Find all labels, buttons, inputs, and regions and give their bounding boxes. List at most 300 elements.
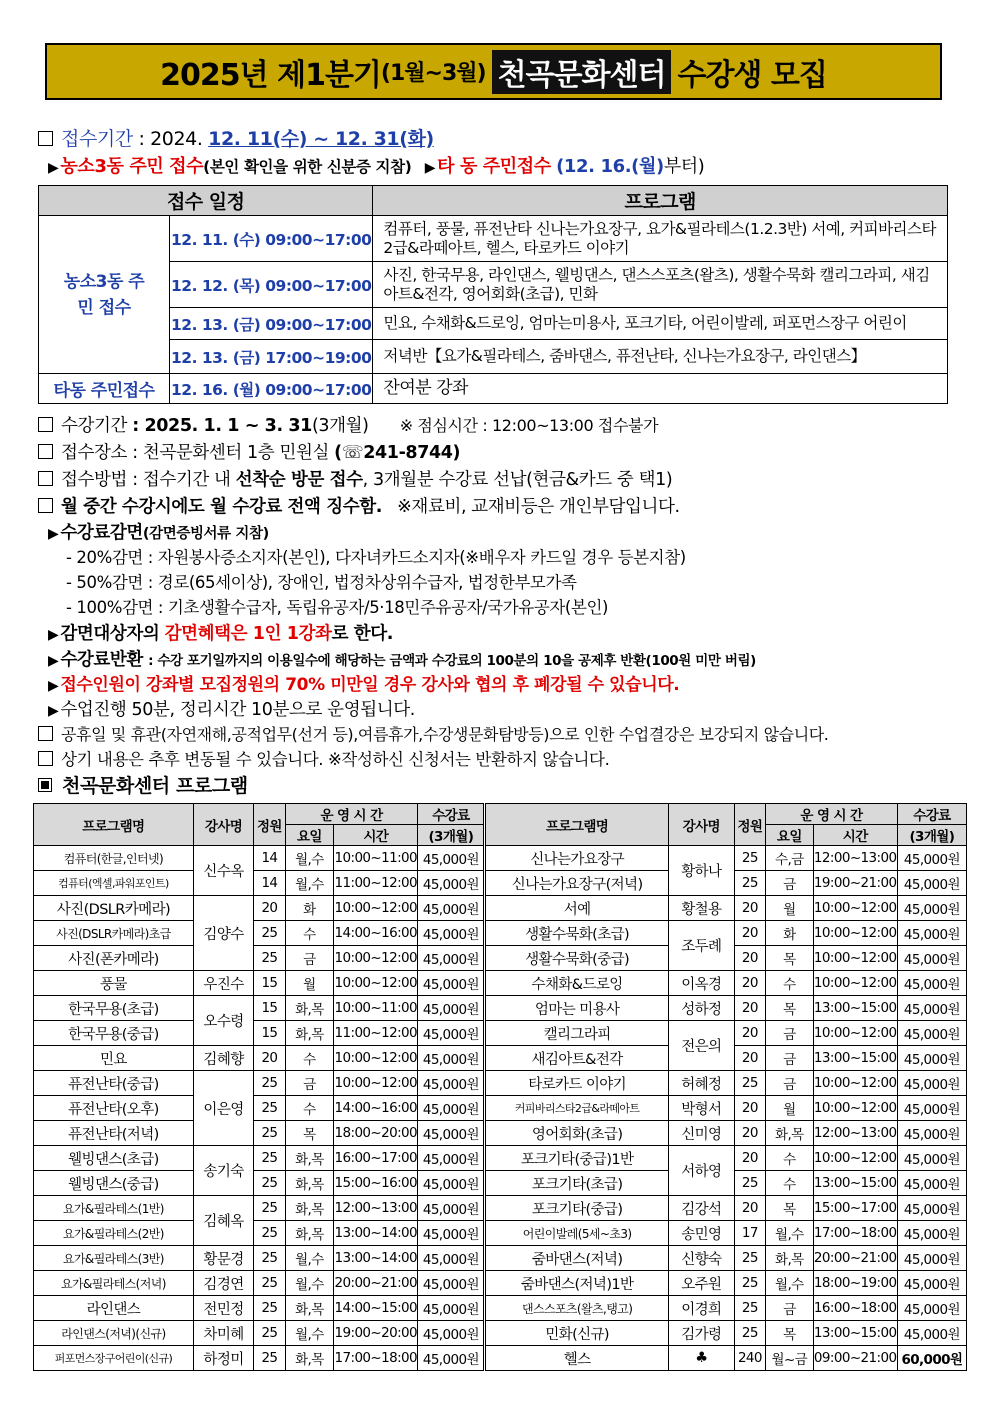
cell-p: 캘리그라피 — [485, 1021, 669, 1046]
cell-p: 퓨전난타(오후) — [34, 1096, 194, 1121]
discount-note: (감면증빙서류 지참) — [142, 526, 269, 542]
cell-c: 25 — [734, 1071, 765, 1096]
cell-p: 포크기타(중급) — [485, 1196, 669, 1221]
cell-d: 금 — [285, 946, 334, 971]
cell-f: 45,000원 — [418, 1221, 485, 1246]
cell-c: 20 — [734, 971, 765, 996]
cell-f: 45,000원 — [418, 896, 485, 921]
cell-tm: 15:00~17:00 — [813, 1196, 897, 1221]
cell-c: 20 — [254, 896, 285, 921]
method-pre: : 접수기간 내 — [132, 470, 231, 490]
header-day: 요일 — [766, 825, 814, 846]
other-resident-label: 타 동 주민접수 — [437, 156, 551, 177]
table-row — [34, 1221, 967, 1246]
cell-t: 서하영 — [668, 1146, 734, 1196]
cell-d: 목 — [285, 1121, 334, 1146]
table-row — [34, 846, 967, 871]
cell-d: 월,수 — [285, 871, 334, 896]
triangle-icon: ▶ — [48, 160, 59, 176]
cell-c: 15 — [254, 1021, 285, 1046]
cell-f: 45,000원 — [418, 1046, 485, 1071]
cell-p: 수채화&드로잉 — [485, 971, 669, 996]
reception-period — [38, 128, 434, 150]
cell-d: 목 — [766, 1321, 814, 1346]
header-teacher: 강사명 — [668, 804, 734, 846]
cell-c: 20 — [734, 1046, 765, 1071]
cell-p: 타로카드 이야기 — [485, 1071, 669, 1096]
table-row — [34, 1121, 967, 1146]
cell-p: 요가&필라테스(3반) — [34, 1246, 194, 1271]
cell-t: 황문경 — [193, 1246, 253, 1271]
cell-tm: 13:00~14:00 — [334, 1246, 418, 1271]
cell-c: 25 — [254, 1071, 285, 1096]
place-line — [38, 442, 460, 464]
reception-notice — [48, 156, 704, 179]
cell-t: 전민정 — [193, 1296, 253, 1321]
cell-tm: 18:00~19:00 — [813, 1271, 897, 1296]
schedule-header-date: 접수 일정 — [39, 186, 373, 216]
triangle-icon: ▶ — [48, 627, 59, 643]
cell-d: 월~금 — [766, 1346, 814, 1371]
cell-d: 월,수 — [766, 1221, 814, 1246]
schedule-group-local: 농소3동 주민 접수 — [39, 216, 170, 374]
discount-title-line — [48, 522, 269, 545]
program-table-body — [34, 846, 967, 1371]
period-line — [38, 415, 658, 437]
cell-d: 목 — [766, 996, 814, 1021]
cell-d: 수,금 — [766, 846, 814, 871]
cell-c: 17 — [734, 1221, 765, 1246]
cell-p: 사진(DSLR카메라)초급 — [34, 921, 194, 946]
cell-c: 25 — [254, 1171, 285, 1196]
cell-d: 화,목 — [285, 1171, 334, 1196]
cell-f: 45,000원 — [897, 946, 966, 971]
cell-c: 25 — [254, 946, 285, 971]
cell-tm: 10:00~12:00 — [813, 1021, 897, 1046]
cell-f: 45,000원 — [418, 1171, 485, 1196]
cell-c: 20 — [734, 1021, 765, 1046]
cell-c: 15 — [254, 996, 285, 1021]
cell-t: 허혜정 — [668, 1071, 734, 1096]
cell-p: 신나는가요장구 — [485, 846, 669, 871]
cell-tm: 10:00~12:00 — [813, 971, 897, 996]
cell-p: 새김아트&전각 — [485, 1046, 669, 1071]
cell-c: 25 — [254, 1096, 285, 1121]
cell-p: 풍물 — [34, 971, 194, 996]
cell-c: 20 — [734, 996, 765, 1021]
cell-f: 45,000원 — [897, 1121, 966, 1146]
table-row — [34, 1046, 967, 1071]
header-schedule: 운 영 시 간 — [766, 804, 898, 825]
cell-f: 45,000원 — [897, 1071, 966, 1096]
cell-f: 45,000원 — [897, 1246, 966, 1271]
cell-t: 김가령 — [668, 1321, 734, 1346]
cell-tm: 19:00~20:00 — [334, 1321, 418, 1346]
header-fee-sub: (3개월) — [418, 825, 485, 846]
cell-d: 금 — [766, 871, 814, 896]
cell-t: 이옥경 — [668, 971, 734, 996]
other-resident-date: (12. 16.(월) — [556, 156, 664, 177]
cell-tm: 10:00~12:00 — [813, 946, 897, 971]
cell-d: 금 — [766, 1296, 814, 1321]
cell-p: 웰빙댄스(초급) — [34, 1146, 194, 1171]
discount-50: - 50%감면 : 경로(65세이상), 장애인, 법정차상위수급자, 법정한부모가족 — [66, 573, 577, 592]
cell-p: 요가&필라테스(2반) — [34, 1221, 194, 1246]
cell-f: 45,000원 — [418, 1071, 485, 1096]
cell-tm: 10:00~12:00 — [813, 1146, 897, 1171]
table-row — [34, 1071, 967, 1096]
reception-schedule-table — [38, 185, 948, 404]
cell-d: 월 — [766, 896, 814, 921]
cell-f: 45,000원 — [418, 946, 485, 971]
schedule-date: 12. 11. (수) 09:00~17:00 — [170, 216, 373, 262]
cell-f: 45,000원 — [418, 1296, 485, 1321]
cell-tm: 15:00~16:00 — [334, 1171, 418, 1196]
cell-p: 줌바댄스(저녁)1반 — [485, 1271, 669, 1296]
cell-c: 25 — [734, 1296, 765, 1321]
cell-tm: 09:00~21:00 — [813, 1346, 897, 1371]
holiday-note: 공휴일 및 휴관(자연재해,공적업무(선거 등),여름휴가,수강생문화탐방등)으로 인한 수업결강은 보강되지 않습니다. — [61, 725, 829, 744]
cell-tm: 14:00~16:00 — [334, 1096, 418, 1121]
cell-tm: 13:00~14:00 — [334, 1221, 418, 1246]
title-text-period: (1월~3월) — [380, 61, 486, 86]
change-line — [38, 749, 609, 771]
cell-d: 화,목 — [766, 1121, 814, 1146]
cell-p: 요가&필라테스(저녁) — [34, 1271, 194, 1296]
cell-tm: 10:00~12:00 — [813, 1071, 897, 1096]
refund-line — [48, 649, 756, 672]
cell-d: 금 — [766, 1046, 814, 1071]
reception-period-label: 접수기간 — [61, 128, 133, 150]
period-value: : 2025. 1. 1 ~ 3. 31 — [132, 416, 312, 436]
cell-f: 45,000원 — [418, 1146, 485, 1171]
cell-p: 민화(신규) — [485, 1321, 669, 1346]
cell-c: 25 — [734, 1246, 765, 1271]
header-time: 시간 — [813, 825, 897, 846]
discount-20: - 20%감면 : 자원봉사증소지자(본인), 다자녀카드소지자(※배우자 카드일 경우 등본지참) — [66, 548, 686, 567]
cell-tm: 16:00~17:00 — [334, 1146, 418, 1171]
cell-c: 240 — [734, 1346, 765, 1371]
cell-c: 25 — [254, 1321, 285, 1346]
cell-tm: 12:00~13:00 — [334, 1196, 418, 1221]
cell-t: 오수령 — [193, 996, 253, 1046]
cell-f: 60,000원 — [897, 1346, 966, 1371]
cell-t: 황하나 — [668, 846, 734, 896]
schedule-date: 12. 12. (목) 09:00~17:00 — [170, 262, 373, 308]
cell-f: 45,000원 — [418, 1346, 485, 1371]
cell-t: 오주원 — [668, 1271, 734, 1296]
cell-d: 수 — [285, 1046, 334, 1071]
cell-tm: 20:00~21:00 — [813, 1246, 897, 1271]
cell-d: 월 — [766, 1096, 814, 1121]
method-bold: 선착순 방문 접수 — [235, 470, 363, 490]
cell-t: 이경희 — [668, 1296, 734, 1321]
cell-f: 45,000원 — [897, 1046, 966, 1071]
cell-tm: 10:00~12:00 — [334, 1071, 418, 1096]
cell-c: 20 — [734, 1096, 765, 1121]
program-section-title: 천곡문화센터 프로그램 — [62, 775, 248, 797]
cell-d: 화,목 — [285, 1346, 334, 1371]
cell-t: 송민영 — [668, 1221, 734, 1246]
cell-c: 25 — [254, 1121, 285, 1146]
cell-f: 45,000원 — [418, 996, 485, 1021]
cell-t: 성하정 — [668, 996, 734, 1021]
cell-d: 화,목 — [285, 1146, 334, 1171]
cell-f: 45,000원 — [897, 1146, 966, 1171]
program-table — [33, 803, 967, 1371]
schedule-programs: 컴퓨터, 풍물, 퓨전난타 신나는가요장구, 요가&필라테스(1.2.3반) 서예, 커피바리스타2급&라떼아트, 헬스, 타로카드 이야기 — [373, 216, 948, 262]
cell-d: 금 — [766, 1071, 814, 1096]
header-capacity: 정원 — [734, 804, 765, 846]
cell-t: 송기숙 — [193, 1146, 253, 1196]
cell-f: 45,000원 — [418, 846, 485, 871]
cell-p: 엄마는 미용사 — [485, 996, 669, 1021]
cell-d: 금 — [285, 1071, 334, 1096]
header-fee-sub: (3개월) — [897, 825, 966, 846]
cell-t: 차미혜 — [193, 1321, 253, 1346]
cell-tm: 13:00~15:00 — [813, 1321, 897, 1346]
program-section-heading — [38, 775, 248, 797]
cell-tm: 20:00~21:00 — [334, 1271, 418, 1296]
schedule-programs: 사진, 한국무용, 라인댄스, 웰빙댄스, 댄스스포츠(왈츠), 생활수묵화 캘리그라피, 새김아트&전각, 영어회화(초급), 민화 — [373, 262, 948, 308]
table-row — [34, 1171, 967, 1196]
cell-t: 김양수 — [193, 896, 253, 971]
cell-tm: 11:00~12:00 — [334, 871, 418, 896]
reception-year: : 2024. — [138, 128, 203, 150]
cell-p: 민요 — [34, 1046, 194, 1071]
discount-title: 수강료감면 — [60, 523, 143, 543]
checkbox-icon — [38, 471, 53, 486]
table-row — [34, 1146, 967, 1171]
cell-t: 하정미 — [193, 1346, 253, 1371]
schedule-programs: 잔여분 강좌 — [373, 374, 948, 404]
cell-f: 45,000원 — [897, 1021, 966, 1046]
local-resident-note: (본인 확인을 위한 신분증 지참) — [203, 158, 412, 176]
table-row — [34, 1021, 967, 1046]
cell-d: 목 — [766, 1196, 814, 1221]
cell-p: 생활수묵화(초급) — [485, 921, 669, 946]
cell-f: 45,000원 — [897, 971, 966, 996]
cell-p: 라인댄스 — [34, 1296, 194, 1321]
table-row — [34, 1246, 967, 1271]
cell-p: 한국무용(중급) — [34, 1021, 194, 1046]
table-row — [34, 1096, 967, 1121]
checkbox-icon — [38, 751, 53, 766]
cell-tm: 10:00~12:00 — [813, 896, 897, 921]
cell-c: 25 — [734, 1171, 765, 1196]
period-months: (3개월) — [311, 416, 369, 436]
cell-d: 목 — [766, 946, 814, 971]
benefit-line — [48, 623, 393, 646]
cell-p: 댄스스포츠(왈츠,탱고) — [485, 1296, 669, 1321]
cell-c: 25 — [254, 1346, 285, 1371]
cell-tm: 10:00~12:00 — [813, 921, 897, 946]
cell-c: 14 — [254, 871, 285, 896]
table-row — [34, 946, 967, 971]
checkbox-icon — [38, 498, 53, 513]
cell-p: 퍼포먼스장구어린이(신규) — [34, 1346, 194, 1371]
cell-t: 신향숙 — [668, 1246, 734, 1271]
cell-f: 45,000원 — [897, 1321, 966, 1346]
header-program: 프로그램명 — [485, 804, 669, 846]
cell-tm: 10:00~12:00 — [334, 896, 418, 921]
cell-tm: 12:00~13:00 — [813, 846, 897, 871]
benefit-pre: 감면대상자의 — [60, 624, 160, 644]
cell-c: 20 — [254, 1046, 285, 1071]
lunch-note: ※ 점심시간 : 12:00~13:00 접수불가 — [399, 416, 659, 435]
checkbox-icon — [38, 417, 53, 432]
cell-c: 20 — [734, 921, 765, 946]
method-line — [38, 469, 672, 491]
cell-t: ♣ — [668, 1346, 734, 1371]
title-text-recruit: 수강생 모집 — [677, 57, 827, 93]
cell-tm: 19:00~21:00 — [813, 871, 897, 896]
class-time-line — [48, 699, 415, 722]
cell-t: 박형서 — [668, 1096, 734, 1121]
refund-label: 수강료반환 — [60, 650, 143, 670]
cell-p: 포크기타(중급)1반 — [485, 1146, 669, 1171]
cell-tm: 14:00~16:00 — [334, 921, 418, 946]
table-row — [34, 1296, 967, 1321]
cell-p: 어린이발레(5세~초3) — [485, 1221, 669, 1246]
cell-f: 45,000원 — [897, 1096, 966, 1121]
method-post: , 3개월분 수강료 선납(현금&카드 중 택1) — [362, 470, 673, 490]
cell-p: 영어회화(초급) — [485, 1121, 669, 1146]
cell-f: 45,000원 — [418, 1096, 485, 1121]
triangle-icon: ▶ — [48, 703, 59, 719]
cell-p: 요가&필라테스(1반) — [34, 1196, 194, 1221]
triangle-icon: ▶ — [48, 678, 59, 694]
table-row — [34, 921, 967, 946]
phone-number: (☏241-8744) — [334, 443, 461, 463]
period-label: 수강기간 — [61, 416, 128, 436]
cell-f: 45,000원 — [418, 1246, 485, 1271]
local-resident-label: 농소3동 주민 접수 — [60, 156, 204, 177]
header-time: 시간 — [334, 825, 418, 846]
table-row — [34, 1196, 967, 1221]
place-label: 접수장소 — [61, 443, 128, 463]
schedule-date: 12. 13. (금) 09:00~17:00 — [170, 308, 373, 340]
schedule-date: 12. 16. (월) 09:00~17:00 — [170, 374, 373, 404]
cell-f: 45,000원 — [418, 1196, 485, 1221]
table-row — [34, 871, 967, 896]
cell-tm: 10:00~11:00 — [334, 996, 418, 1021]
method-label: 접수방법 — [61, 470, 128, 490]
place-value: : 천곡문화센터 1층 민원실 — [132, 443, 329, 463]
cell-tm: 17:00~18:00 — [813, 1221, 897, 1246]
cell-d: 화,목 — [285, 996, 334, 1021]
cell-p: 사진(폰카메라) — [34, 946, 194, 971]
cell-p: 줌바댄스(저녁) — [485, 1246, 669, 1271]
cell-c: 25 — [254, 1146, 285, 1171]
cell-d: 월,수 — [285, 1246, 334, 1271]
cell-c: 20 — [734, 896, 765, 921]
schedule-header-program: 프로그램 — [373, 186, 948, 216]
cell-d: 화,목 — [285, 1021, 334, 1046]
cell-t: 우진수 — [193, 971, 253, 996]
cell-d: 수 — [285, 921, 334, 946]
cell-d: 월,수 — [766, 1271, 814, 1296]
cell-tm: 16:00~18:00 — [813, 1296, 897, 1321]
cell-c: 25 — [734, 871, 765, 896]
table-row — [34, 1321, 967, 1346]
cell-p: 포크기타(초급) — [485, 1171, 669, 1196]
cell-p: 한국무용(초급) — [34, 996, 194, 1021]
checkbox-icon — [38, 726, 53, 741]
cell-tm: 10:00~11:00 — [334, 846, 418, 871]
title-text-main: 2025년 제1분기 — [160, 57, 381, 93]
refund-text: : 수강 포기일까지의 이용일수에 해당하는 금액과 수강료의 100분의 10을 공제후 반환(100원 미만 버림) — [148, 653, 756, 669]
cell-tm: 17:00~18:00 — [334, 1346, 418, 1371]
cell-f: 45,000원 — [418, 1271, 485, 1296]
cell-f: 45,000원 — [897, 1171, 966, 1196]
cancel-notice: 접수인원이 강좌별 모집정원의 70% 미만일 경우 강사와 협의 후 폐강될 수 있습니다. — [60, 675, 680, 695]
cell-p: 신나는가요장구(저녁) — [485, 871, 669, 896]
reception-range: 12. 11(수) ~ 12. 31(화) — [208, 128, 434, 150]
cell-p: 생활수묵화(중급) — [485, 946, 669, 971]
cell-d: 월 — [285, 971, 334, 996]
cell-tm: 14:00~15:00 — [334, 1296, 418, 1321]
table-row — [34, 971, 967, 996]
cell-c: 20 — [734, 946, 765, 971]
cell-c: 20 — [734, 1196, 765, 1221]
header-program: 프로그램명 — [34, 804, 194, 846]
header-fee: 수강료 — [418, 804, 485, 825]
cell-tm: 13:00~15:00 — [813, 1046, 897, 1071]
cell-c: 25 — [734, 846, 765, 871]
cell-d: 화 — [285, 896, 334, 921]
page-title — [45, 43, 942, 100]
benefit-red: 감면혜택은 1인 1강좌 — [164, 624, 332, 644]
cell-d: 수 — [766, 971, 814, 996]
monthly-fee-line — [38, 496, 680, 518]
cell-d: 화,목 — [766, 1246, 814, 1271]
cell-tm: 10:00~12:00 — [813, 1096, 897, 1121]
cell-tm: 10:00~12:00 — [334, 971, 418, 996]
filled-square-icon — [38, 778, 52, 792]
cell-tm: 12:00~13:00 — [813, 1121, 897, 1146]
cell-f: 45,000원 — [418, 871, 485, 896]
cell-d: 월,수 — [285, 1271, 334, 1296]
table-row — [34, 996, 967, 1021]
cell-f: 45,000원 — [418, 1321, 485, 1346]
cancel-line — [48, 674, 679, 697]
cell-p: 웰빙댄스(중급) — [34, 1171, 194, 1196]
cell-t: 김강석 — [668, 1196, 734, 1221]
header-capacity: 정원 — [254, 804, 285, 846]
table-row — [34, 1346, 967, 1371]
cell-c: 14 — [254, 846, 285, 871]
cell-p: 커피바리스타2급&라떼아트 — [485, 1096, 669, 1121]
cell-d: 월,수 — [285, 1321, 334, 1346]
header-day: 요일 — [285, 825, 334, 846]
schedule-date: 12. 13. (금) 17:00~19:00 — [170, 340, 373, 374]
schedule-group-other: 타동 주민접수 — [39, 374, 170, 404]
cell-d: 수 — [766, 1171, 814, 1196]
cell-t: 김혜향 — [193, 1046, 253, 1071]
header-fee: 수강료 — [897, 804, 966, 825]
cell-f: 45,000원 — [897, 921, 966, 946]
cell-c: 25 — [254, 1271, 285, 1296]
cell-tm: 11:00~12:00 — [334, 1021, 418, 1046]
table-row — [34, 896, 967, 921]
triangle-icon: ▶ — [424, 160, 436, 176]
holiday-line — [38, 724, 829, 746]
cell-c: 15 — [254, 971, 285, 996]
checkbox-icon — [38, 444, 53, 459]
cell-d: 화,목 — [285, 1296, 334, 1321]
cell-f: 45,000원 — [897, 1221, 966, 1246]
